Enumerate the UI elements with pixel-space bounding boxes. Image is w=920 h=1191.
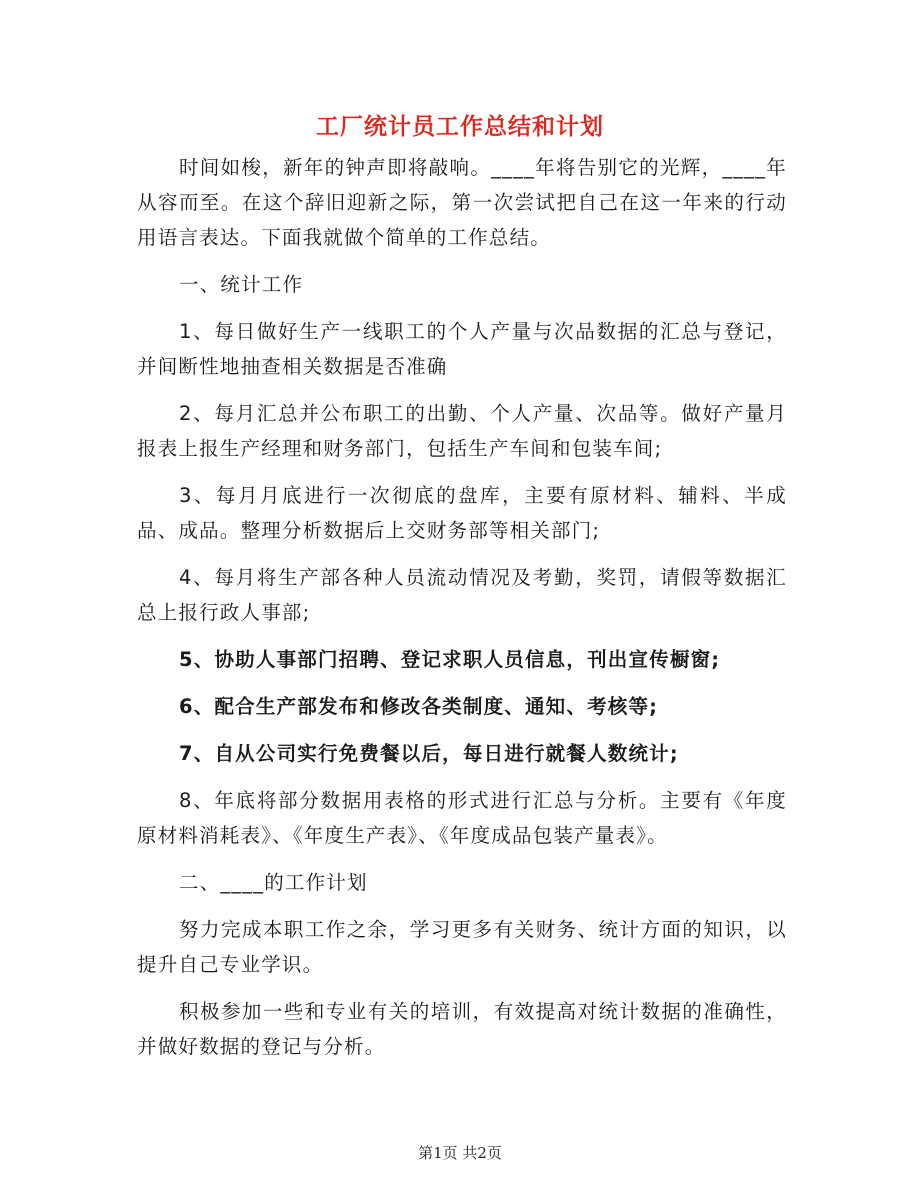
plan-paragraph-2: 积极参加一些和专业有关的培训，有效提高对统计数据的准确性，并做好数据的登记与分析。 [137, 1000, 787, 1058]
list-item-4: 4、每月将生产部各种人员流动情况及考勤，奖罚，请假等数据汇总上报行政人事部; [137, 566, 787, 624]
list-item-2: 2、每月汇总并公布职工的出勤、个人产量、次品等。做好产量月报表上报生产经理和财务部门，包括生产车间和包装车间; [137, 402, 787, 460]
document-body [137, 150, 787, 1076]
page-number-footer: 第1页 共2页 [418, 1144, 502, 1162]
intro-paragraph: 时间如梭，新年的钟声即将敲响。____年将告别它的光辉，____年从容而至。在这个辞旧迎新之际，第一次尝试把自己在这一年来的行动用语言表达。下面我就做个简单的工作总结。 [137, 156, 787, 249]
section-heading-plan: 二、____的工作计划 [179, 871, 368, 894]
list-item-1: 1、每日做好生产一线职工的个人产量与次品数据的汇总与登记，并间断性地抽查相关数据是否准确 [137, 320, 787, 378]
document-title: 工厂统计员工作总结和计划 [316, 114, 604, 140]
list-item-8: 8、年底将部分数据用表格的形式进行汇总与分析。主要有《年度原材料消耗表》、《年度生产表》、《年度成品包装产量表》。 [137, 789, 787, 847]
plan-paragraph-1: 努力完成本职工作之余，学习更多有关财务、统计方面的知识，以提升自己专业学识。 [137, 918, 787, 976]
list-item-7: 7、自从公司实行免费餐以后，每日进行就餐人数统计; [179, 742, 679, 765]
list-item-3: 3、每月月底进行一次彻底的盘库，主要有原材料、辅料、半成品、成品。整理分析数据后上交财务部等相关部门; [137, 484, 787, 542]
list-item-6: 6、配合生产部发布和修改各类制度、通知、考核等; [179, 695, 659, 718]
list-item-5: 5、协助人事部门招聘、登记求职人员信息，刊出宣传橱窗; [179, 648, 721, 671]
section-heading-statistics: 一、统计工作 [179, 273, 304, 296]
